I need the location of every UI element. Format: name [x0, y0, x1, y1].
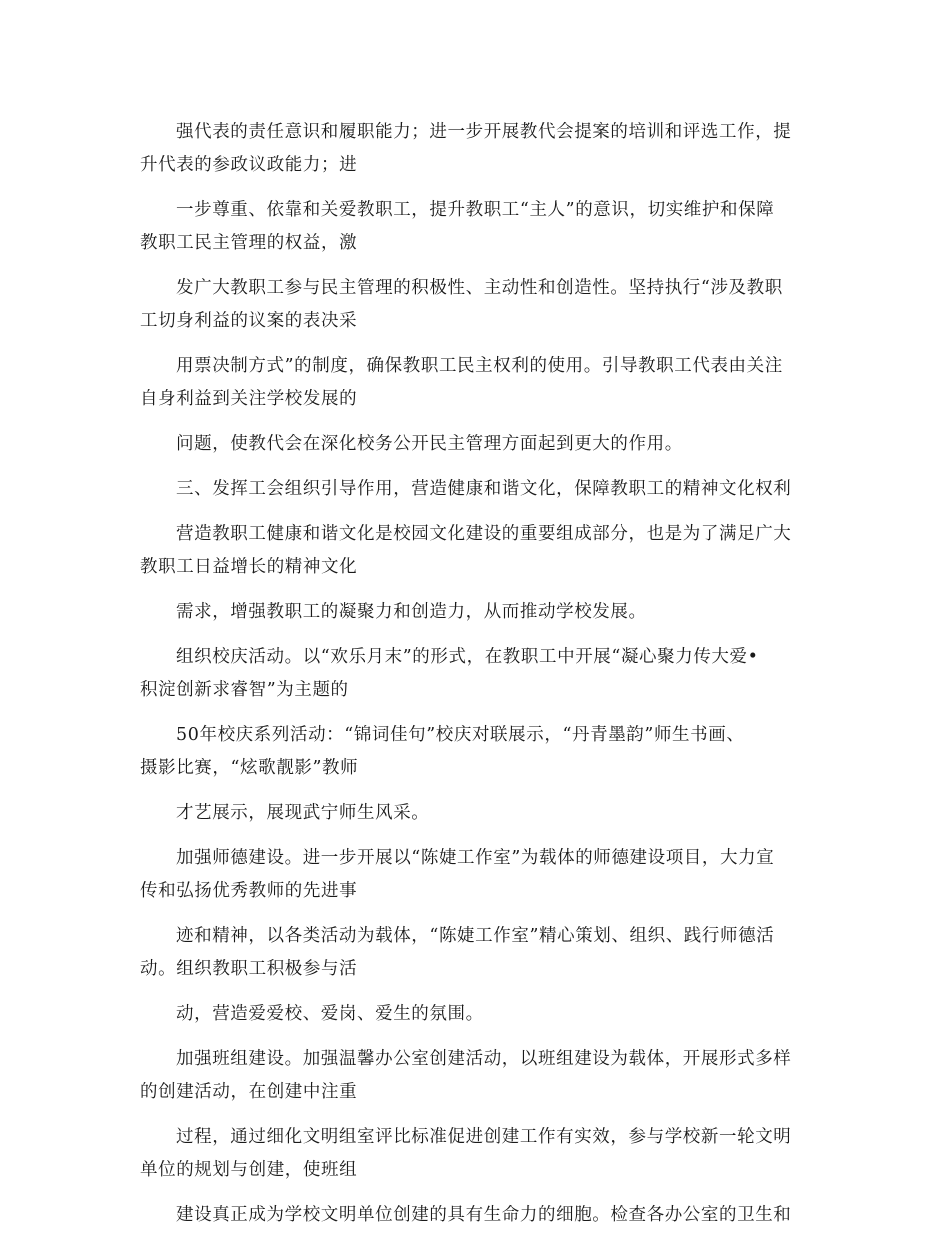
paragraph	[140, 998, 820, 1031]
paragraph	[140, 194, 820, 260]
paragraph	[140, 116, 820, 182]
text-line: 自身利益到关注学校发展的	[140, 389, 358, 409]
text-line: 过程，通过细化文明组室评比标准促进创建工作有实效，参与学校新一轮文明	[176, 1127, 792, 1147]
text-line: 摄影比赛，“炫歌靓影”教师	[140, 758, 359, 778]
text-line: 营造教职工健康和谐文化是校园文化建设的重要组成部分，也是为了满足广大	[176, 524, 792, 544]
text-line: 传和弘扬优秀教师的先进事	[140, 881, 358, 901]
text-line: 三、发挥工会组织引导作用，营造健康和谐文化，保障教职工的精神文化权利	[176, 479, 792, 499]
section-heading	[140, 473, 820, 506]
text-line: 的创建活动，在创建中注重	[140, 1082, 358, 1102]
paragraph	[140, 1043, 820, 1109]
text-line: 问题，使教代会在深化校务公开民主管理方面起到更大的作用。	[176, 434, 683, 454]
text-line: 单位的规划与创建，使班组	[140, 1160, 358, 1180]
paragraph	[140, 350, 820, 416]
text-line: 强代表的责任意识和履职能力；进一步开展教代会提案的培训和评选工作，提	[176, 122, 792, 142]
text-line: 升代表的参政议政能力；进	[140, 155, 358, 175]
paragraph	[140, 428, 820, 461]
paragraph	[140, 1199, 820, 1232]
paragraph	[140, 1121, 820, 1187]
paragraph	[140, 596, 820, 629]
text-line: 加强师德建设。进一步开展以“陈婕工作室”为载体的师德建设项目，大力宣	[176, 848, 775, 868]
document-body	[140, 116, 820, 1244]
text-line: 动，营造爱爱校、爱岗、爱生的氛围。	[176, 1004, 484, 1024]
text-line: 一步尊重、依靠和关爱教职工，提升教职工“主人”的意识，切实维护和保障	[176, 200, 775, 220]
paragraph	[140, 920, 820, 986]
text-line: 教职工民主管理的权益，激	[140, 233, 358, 253]
paragraph	[140, 641, 820, 707]
text-line: 50年校庆系列活动：“锦词佳句”校庆对联展示，“丹青墨韵”师生书画、	[176, 725, 745, 745]
text-line: 迹和精神，以各类活动为载体，“陈婕工作室”精心策划、组织、践行师德活	[176, 926, 775, 946]
text-line: 教职工日益增长的精神文化	[140, 557, 358, 577]
text-line: 用票决制方式”的制度，确保教职工民主权利的使用。引导教职工代表由关注	[176, 356, 783, 376]
text-line: 才艺展示，展现武宁师生风采。	[176, 803, 430, 823]
text-line: 需求，增强教职工的凝聚力和创造力，从而推动学校发展。	[176, 602, 647, 622]
paragraph	[140, 842, 820, 908]
paragraph	[140, 518, 820, 584]
text-line: 动。组织教职工积极参与活	[140, 959, 358, 979]
text-line: 建设真正成为学校文明单位创建的具有生命力的细胞。检查各办公室的卫生和	[176, 1205, 792, 1225]
text-line: 组织校庆活动。以“欢乐月末”的形式，在教职工中开展“凝心聚力传大爱•	[176, 647, 759, 667]
paragraph	[140, 272, 820, 338]
text-line: 工切身利益的议案的表决采	[140, 311, 358, 331]
text-line: 积淀创新求睿智”为主题的	[140, 680, 349, 700]
text-line: 发广大教职工参与民主管理的积极性、主动性和创造性。坚持执行“涉及教职	[176, 278, 783, 298]
text-line: 加强班组建设。加强温馨办公室创建活动，以班组建设为载体，开展形式多样	[176, 1049, 792, 1069]
paragraph	[140, 797, 820, 830]
paragraph	[140, 719, 820, 785]
